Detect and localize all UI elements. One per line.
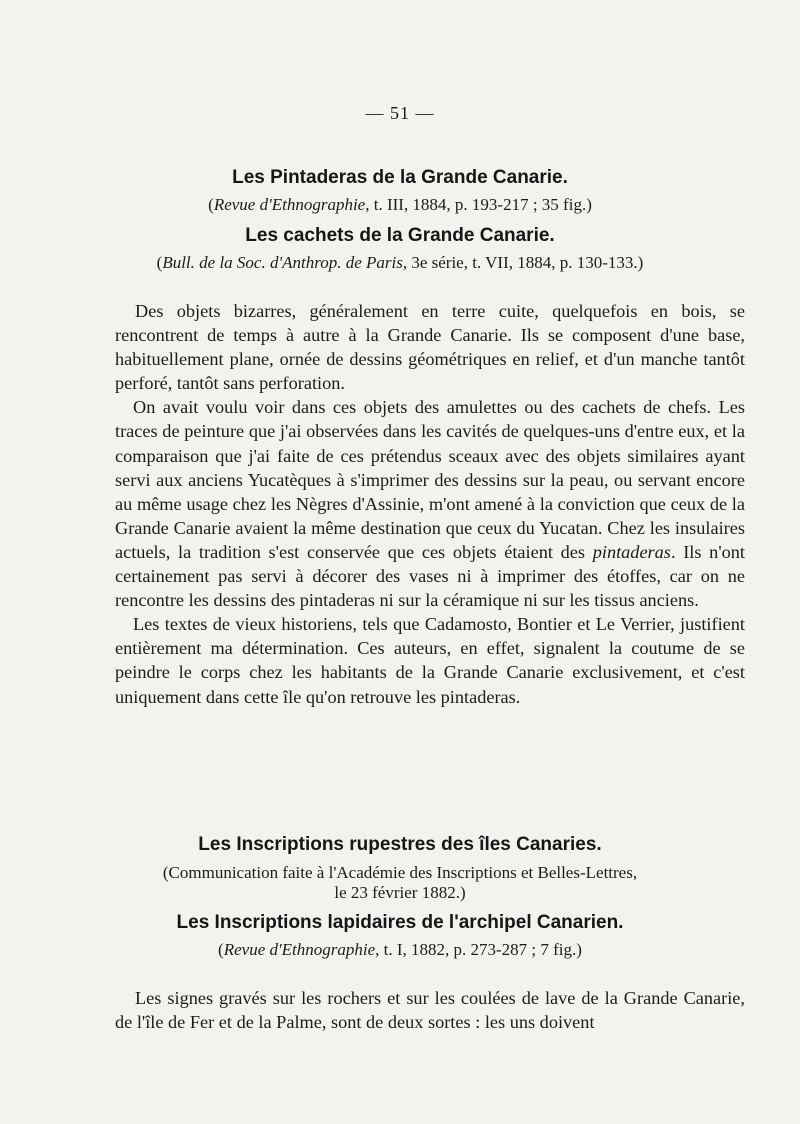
heading-inscriptions-rupestres: Les Inscriptions rupestres des îles Canaries.	[198, 834, 602, 855]
section-inscriptions-header	[0, 833, 800, 961]
heading-cachets: Les cachets de la Grande Canarie.	[245, 225, 555, 246]
reference-revue-ethnographie-1882: (Revue d'Ethnographie, t. I, 1882, p. 273-287 ; 7 fig.)	[218, 940, 582, 959]
heading-inscriptions-lapidaires: Les Inscriptions lapidaires de l'archipel Canarien.	[176, 912, 624, 933]
paragraph-4: Les signes gravés sur les rochers et sur les coulées de lave de la Grande Canarie, de l'île de Fer et de la Palme, sont de deux sortes : les uns doivent	[115, 988, 745, 1033]
reference-revue-ethnographie-1884: (Revue d'Ethnographie, t. III, 1884, p. 193-217 ; 35 fig.)	[208, 195, 592, 214]
communication-line-1: (Communication faite à l'Académie des Inscriptions et Belles-Lettres,	[162, 863, 638, 882]
section-pintaderas-header	[0, 166, 800, 274]
heading-pintaderas: Les Pintaderas de la Grande Canarie.	[232, 167, 568, 188]
section-pintaderas-body	[115, 299, 745, 709]
reference-bull-soc-anthrop: (Bull. de la Soc. d'Anthrop. de Paris, 3e série, t. VII, 1884, p. 130-133.)	[156, 253, 644, 272]
page-number: — 51 —	[365, 103, 435, 123]
communication-line-2: le 23 février 1882.)	[334, 883, 466, 902]
paragraph-1: Des objets bizarres, généralement en terre cuite, quelquefois en bois, se rencontrent de temps à autre à la Grande Canarie. Ils se composent d'une base, habituellement plane, ornée de dessins géométriques en relief, et d'un manche tantôt perforé, tantôt sans perforation.	[115, 301, 745, 394]
paragraph-2: On avait voulu voir dans ces objets des amulettes ou des cachets de chefs. Les traces de peinture que j'ai observées dans les cavités de quelques-uns d'entre eux, et la comparaison que j'ai faite de ces prétendus sceaux avec des objets similaires ayant servi aux anciens Yucatèques à s'imprimer des dessins sur la peau, ou servant encore au même usage chez les Nègres d'Assinie, m'ont amené à la conviction que ceux de la Grande Canarie avaient la même destination que ceux du Yucatan. Chez les insulaires actuels, la tradition s'est conservée que ces objets étaient des pintaderas. Ils n'ont certainement pas servi à décorer des vases ni à imprimer des étoffes, car on ne rencontre les dessins des pintaderas ni sur la céramique ni sur les tissus anciens.	[115, 397, 745, 611]
paragraph-3: Les textes de vieux historiens, tels que Cadamosto, Bontier et Le Verrier, justifient entièrement ma détermination. Ces auteurs, en effet, signalent la coutume de se peindre le corps chez les habitants de la Grande Canarie exclusivement, et c'est uniquement dans cette île qu'on retrouve les pintaderas.	[115, 614, 745, 707]
section-inscriptions-body	[115, 986, 745, 1034]
